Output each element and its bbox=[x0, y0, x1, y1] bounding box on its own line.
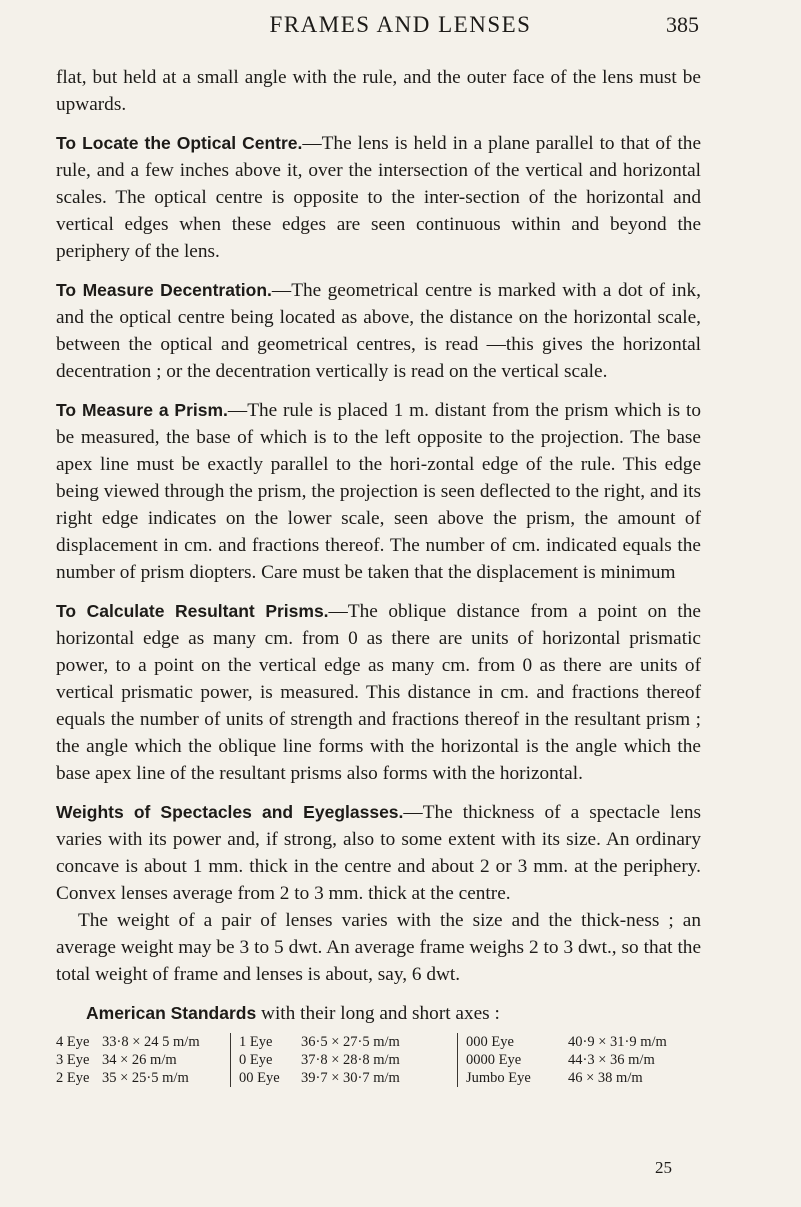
paragraph-text: —The lens is held in a plane parallel to that of the rule, and a few inches above it, over the intersection of the vertical and horizontal scales. The optical centre is opposite to the inter-section of the horizontal and vertical edges when these edges are seen continuous within and beyond the periphery of the lens. bbox=[56, 133, 701, 262]
eye-dimensions: 33·8 × 24 5 m/m bbox=[102, 1034, 200, 1050]
paragraph-text: —The geometrical centre is marked with a dot of ink, and the optical centre being located as above, the distance on the horizontal scale, between the optical and geometrical centres, is read —this gives the horizontal decentration ; or the decentration vertically is read on the vertical scale. bbox=[56, 280, 702, 382]
running-head bbox=[0, 8, 801, 48]
eye-dimensions: 35 × 25·5 m/m bbox=[102, 1070, 189, 1086]
paragraph-weights-continued bbox=[56, 907, 701, 988]
paragraph-prism bbox=[56, 397, 701, 586]
eye-dimensions: 39·7 × 30·7 m/m bbox=[301, 1070, 400, 1086]
standards-row bbox=[466, 1033, 708, 1051]
run-in-heading: American Standards bbox=[86, 1003, 257, 1023]
eye-dimensions: 44·3 × 36 m/m bbox=[568, 1052, 655, 1068]
paragraph-text: —The oblique distance from a point on the horizontal edge as many cm. from 0 as there are units of horizontal prismatic power, to a point on the vertical edge as many cm. from 0 as there are units of vertical prismatic power, is measured. This distance in cm. and fractions thereof equals the number of units of strength and fractions thereof in the resultant prism ; the angle which the oblique line forms with the horizontal is the angle which the base apex line of the resultant prisms also forms with the horizontal. bbox=[56, 601, 701, 784]
paragraph-continuation bbox=[56, 64, 701, 118]
standards-row bbox=[56, 1051, 222, 1069]
paragraph-text: flat, but held at a small angle with the rule, and the outer face of the lens must be upwards. bbox=[56, 67, 701, 115]
run-in-heading: To Measure a Prism. bbox=[56, 400, 228, 420]
page-number: 385 bbox=[666, 12, 699, 37]
standards-column bbox=[457, 1033, 716, 1087]
standards-row bbox=[466, 1069, 708, 1087]
run-in-heading: To Calculate Resultant Prisms. bbox=[56, 601, 329, 621]
paragraph-decentration bbox=[56, 277, 701, 385]
standards-heading bbox=[86, 1000, 701, 1027]
standards-row bbox=[466, 1051, 708, 1069]
eye-size-name: 4 Eye bbox=[56, 1034, 90, 1050]
standards-row bbox=[239, 1033, 449, 1051]
body-text bbox=[56, 64, 701, 1087]
eye-dimensions: 46 × 38 m/m bbox=[568, 1070, 643, 1086]
eye-size-name: 000 Eye bbox=[466, 1034, 514, 1050]
signature-mark: 25 bbox=[655, 1158, 672, 1177]
eye-dimensions: 37·8 × 28·8 m/m bbox=[301, 1052, 400, 1068]
eye-size-name: 00 Eye bbox=[239, 1070, 280, 1086]
eye-size-name: Jumbo Eye bbox=[466, 1070, 531, 1086]
standards-table bbox=[56, 1033, 701, 1087]
standards-column bbox=[56, 1033, 230, 1087]
paragraph-optical-centre bbox=[56, 130, 701, 265]
running-title: FRAMES AND LENSES bbox=[269, 12, 532, 37]
eye-size-name: 3 Eye bbox=[56, 1052, 90, 1068]
eye-size-name: 1 Eye bbox=[239, 1034, 273, 1050]
standards-row bbox=[56, 1033, 222, 1051]
run-in-heading: Weights of Spectacles and Eyeglasses. bbox=[56, 802, 404, 822]
standards-heading-rest: with their long and short axes : bbox=[256, 1003, 500, 1024]
standards-row bbox=[239, 1069, 449, 1087]
paragraph-weights bbox=[56, 799, 701, 907]
eye-dimensions: 36·5 × 27·5 m/m bbox=[301, 1034, 400, 1050]
eye-dimensions: 34 × 26 m/m bbox=[102, 1052, 177, 1068]
eye-size-name: 2 Eye bbox=[56, 1070, 90, 1086]
paragraph-resultant-prisms bbox=[56, 598, 701, 787]
eye-dimensions: 40·9 × 31·9 m/m bbox=[568, 1034, 667, 1050]
run-in-heading: To Locate the Optical Centre. bbox=[56, 133, 303, 153]
standards-column bbox=[230, 1033, 457, 1087]
paragraph-text: The weight of a pair of lenses varies with the size and the thick-ness ; an average weight may be 3 to 5 dwt. An average frame weighs 2 to 3 dwt., so that the total weight of frame and lenses is about, say, 6 dwt. bbox=[56, 910, 701, 985]
eye-size-name: 0000 Eye bbox=[466, 1052, 522, 1068]
standards-row bbox=[56, 1069, 222, 1087]
paragraph-text: —The thickness of a spectacle lens varies with its power and, if strong, also to some extent with its size. An ordinary concave is about 1 mm. thick in the centre and about 2 or 3 mm. at the periphery. Convex lenses average from 2 to 3 mm. thick at the centre. bbox=[56, 802, 701, 904]
paragraph-text: —The rule is placed 1 m. distant from the prism which is to be measured, the base of which is to the left opposite to the projection. The base apex line must be exactly parallel to the hori-zontal edge of the rule. This edge being viewed through the prism, the projection is seen deflected to the right, and its right edge indicates on the lower scale, seen above the prism, the amount of displacement in cm. and fractions thereof. The number of cm. indicated equals the number of prism diopters. Care must be taken that the displacement is minimum bbox=[56, 400, 701, 583]
run-in-heading: To Measure Decentration. bbox=[56, 280, 272, 300]
eye-size-name: 0 Eye bbox=[239, 1052, 273, 1068]
standards-row bbox=[239, 1051, 449, 1069]
